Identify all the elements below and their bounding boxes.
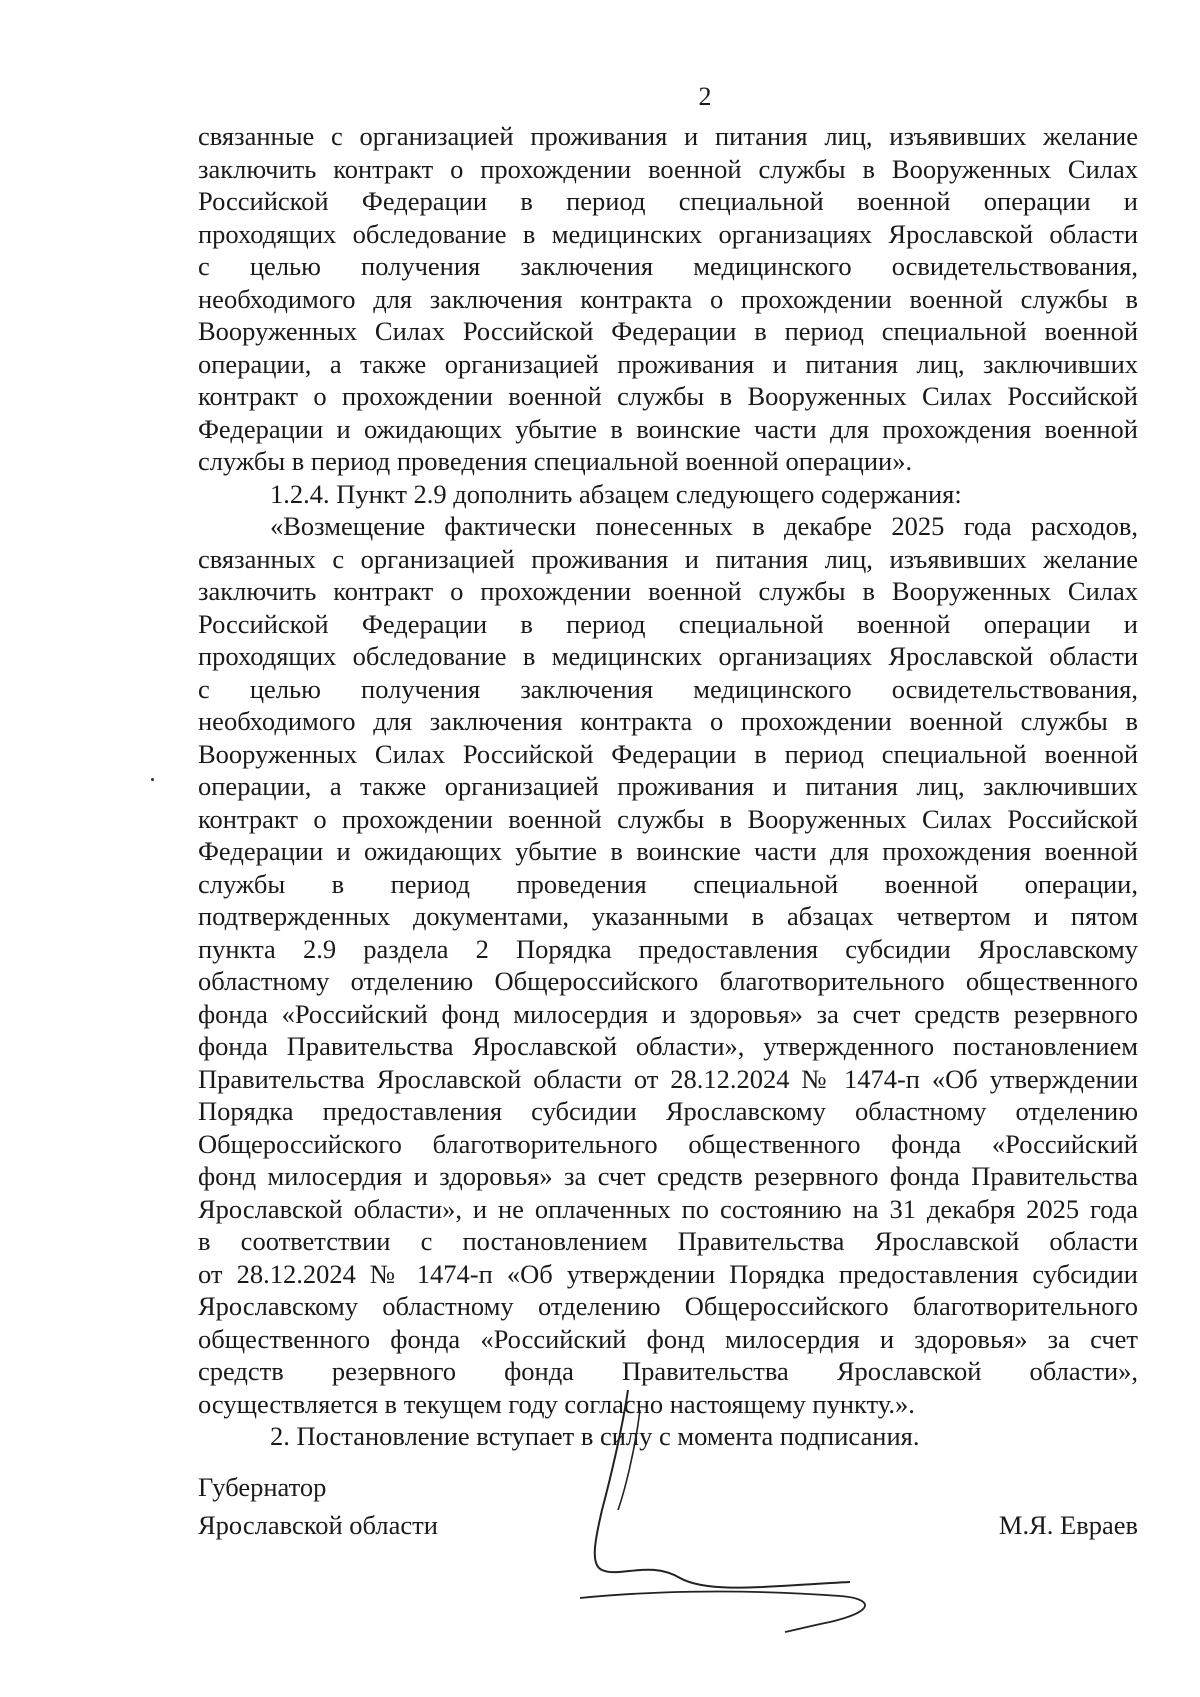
text-line: службы в период проведения специальной военной операции,: [198, 868, 1138, 899]
text-line: Порядка предоставления субсидии Ярославскому областному отделению: [198, 1096, 1138, 1126]
text-line: от 28.12.2024 № 1474-п «Об утверждении Порядка предоставления субсидии: [198, 1258, 1138, 1289]
signature-block: [198, 1468, 1138, 1544]
text-line: заключить контракт о прохождении военной службы в Вооруженных Силах: [198, 153, 1138, 184]
text-line: службы в период проведения специальной военной операции».: [198, 446, 913, 476]
page-number: 2: [698, 82, 712, 111]
signer-position-line1: Губернатор: [198, 1472, 327, 1502]
text-line: фонда «Российский фонд милосердия и здоровья» за счет средств резервного: [198, 998, 1138, 1029]
text-line: фонда Правительства Ярославской области», утвержденного постановлением: [198, 1031, 1138, 1061]
text-line: общественного фонда «Российский фонд милосердия и здоровья» за счет: [198, 1323, 1138, 1354]
text-line: Российской Федерации в период специальной военной операции и: [198, 186, 1138, 216]
paragraph: [198, 510, 1138, 1420]
text-line: Правительства Ярославской области от 28.12.2024 № 1474-п «Об утверждении: [198, 1063, 1138, 1094]
text-line: Федерации и ожидающих убытие в воинские части для прохождения военной: [198, 413, 1138, 444]
text-line: «Возмещение фактически понесенных в декабре 2025 года расходов,: [270, 511, 1138, 541]
text-line: Общероссийского благотворительного общественного фонда «Российский: [198, 1128, 1138, 1159]
document-body: [198, 120, 1138, 1453]
text-line: средств резервного фонда Правительства Ярославской области»,: [198, 1356, 1138, 1386]
text-line: фонд милосердия и здоровья» за счет средств резервного фонда Правительства: [198, 1161, 1138, 1191]
text-line: Ярославской области», и не оплаченных по состоянию на 31 декабря 2025 года: [198, 1193, 1138, 1224]
text-line: проходящих обследование в медицинских организациях Ярославской области: [198, 641, 1138, 671]
text-line: осуществляется в текущем году согласно настоящему пункту.».: [198, 1388, 915, 1419]
paragraph: [198, 120, 1138, 478]
text-line: связанных с организацией проживания и питания лиц, изъявивших желание: [198, 543, 1138, 574]
text-line: Российской Федерации в период специальной военной операции и: [198, 608, 1138, 639]
text-line: контракт о прохождении военной службы в Вооруженных Силах Российской: [198, 381, 1138, 411]
text-line: 1.2.4. Пункт 2.9 дополнить абзацем следующего содержания:: [270, 478, 962, 509]
text-line: Ярославскому областному отделению Общероссийского благотворительного: [198, 1291, 1138, 1321]
text-line: Федерации и ожидающих убытие в воинские части для прохождения военной: [198, 836, 1138, 866]
text-line: операции, а также организацией проживания и питания лиц, заключивших: [198, 771, 1138, 801]
text-line: необходимого для заключения контракта о прохождении военной службы в: [198, 706, 1138, 736]
text-line: с целью получения заключения медицинского освидетельствования,: [198, 673, 1138, 704]
text-line: контракт о прохождении военной службы в Вооруженных Силах Российской: [198, 803, 1138, 834]
text-line: проходящих обследование в медицинских организациях Ярославской области: [198, 218, 1138, 249]
scan-speck: [151, 778, 154, 781]
text-line: заключить контракт о прохождении военной службы в Вооруженных Силах: [198, 576, 1138, 606]
signer-position-line2: Ярославской области: [198, 1510, 438, 1540]
text-line: областному отделению Общероссийского благотворительного общественного: [198, 966, 1138, 996]
text-line: 2. Постановление вступает в силу с момента подписания.: [270, 1421, 920, 1451]
text-line: операции, а также организацией проживания и питания лиц, заключивших: [198, 348, 1138, 379]
signer-name: М.Я. Евраев: [998, 1510, 1138, 1540]
text-line: необходимого для заключения контракта о прохождении военной службы в: [198, 283, 1138, 314]
text-line: в соответствии с постановлением Правительства Ярославской области: [198, 1226, 1138, 1256]
text-line: пункта 2.9 раздела 2 Порядка предоставления субсидии Ярославскому: [198, 933, 1138, 964]
text-line: подтвержденных документами, указанными в абзацах четвертом и пятом: [198, 901, 1138, 931]
text-line: Вооруженных Силах Российской Федерации в период специальной военной: [198, 316, 1138, 346]
paragraph: [198, 478, 1138, 511]
text-line: связанные с организацией проживания и питания лиц, изъявивших желание: [198, 121, 1138, 151]
text-line: Вооруженных Силах Российской Федерации в период специальной военной: [198, 738, 1138, 769]
text-line: с целью получения заключения медицинского освидетельствования,: [198, 251, 1138, 281]
